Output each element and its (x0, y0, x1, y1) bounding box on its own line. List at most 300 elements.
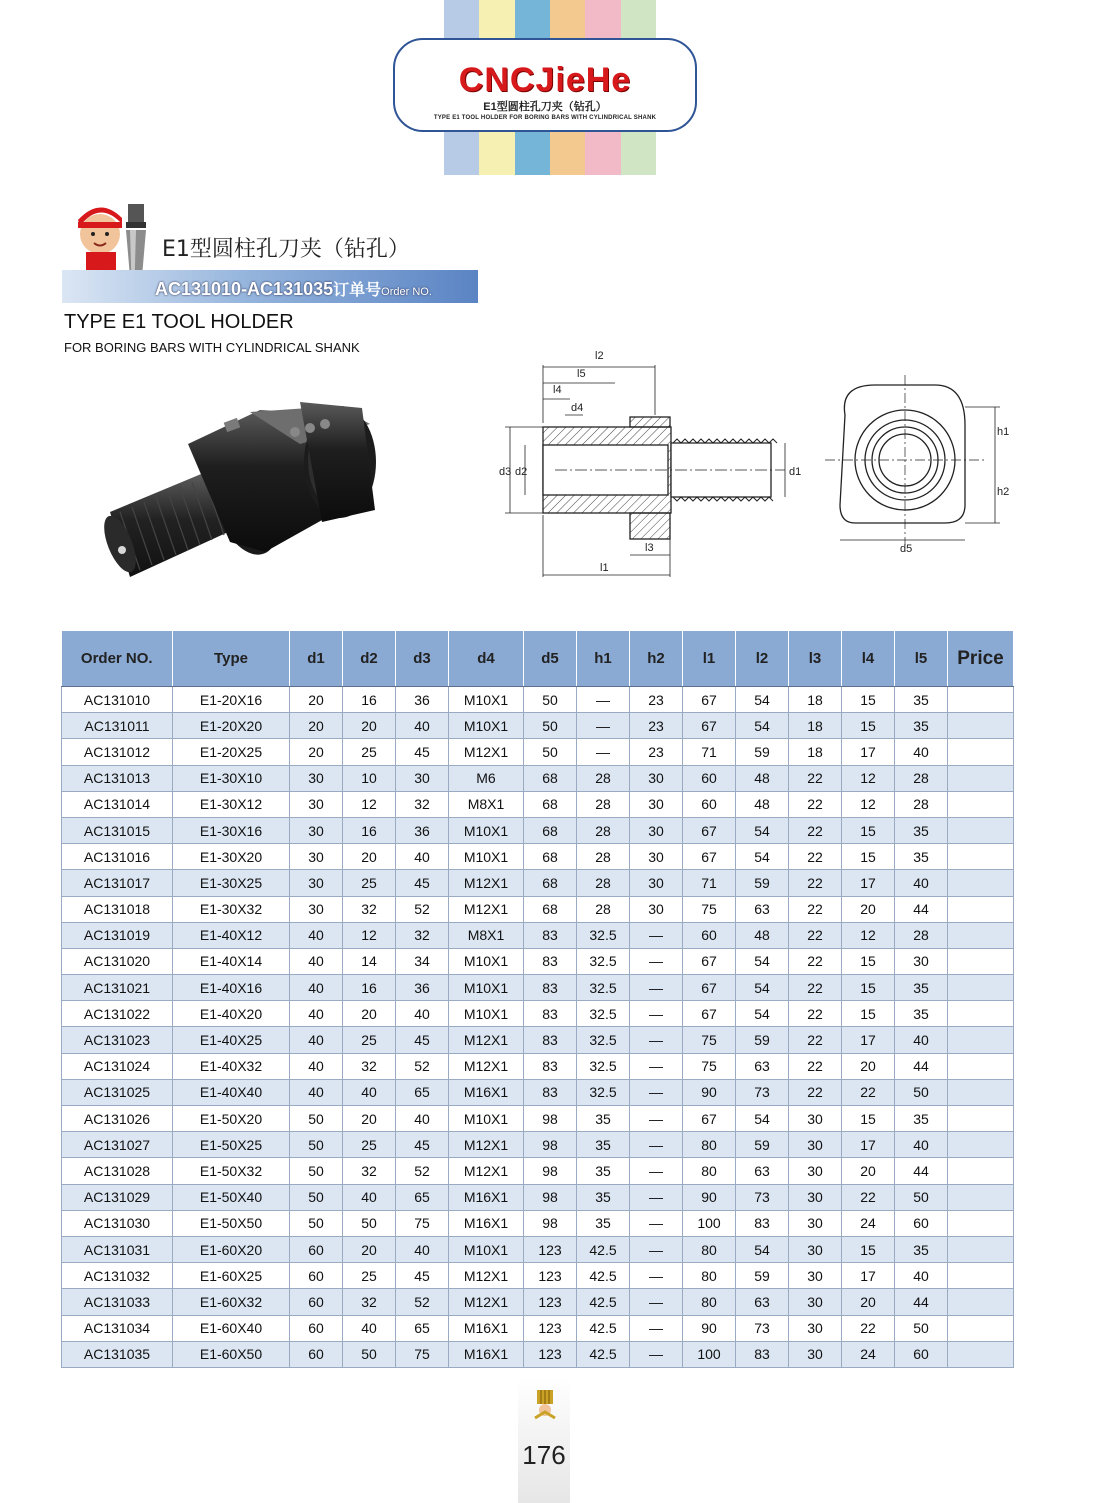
table-cell: 16 (343, 817, 396, 843)
table-cell: 32 (343, 1289, 396, 1315)
table-cell: AC131015 (62, 817, 173, 843)
table-cell: 67 (683, 975, 736, 1001)
table-cell: 50 (524, 713, 577, 739)
table-cell: M8X1 (449, 922, 524, 948)
table-cell: M10X1 (449, 1001, 524, 1027)
table-cell: 22 (789, 817, 842, 843)
table-cell: 100 (683, 1210, 736, 1236)
table-cell: 83 (524, 948, 577, 974)
table-cell (948, 1106, 1014, 1132)
table-cell: 48 (736, 765, 789, 791)
table-cell: 35 (895, 1001, 948, 1027)
table-cell: 40 (290, 1079, 343, 1105)
table-cell: 30 (789, 1158, 842, 1184)
table-cell: 50 (895, 1184, 948, 1210)
column-header: l2 (736, 631, 789, 687)
table-cell (948, 1315, 1014, 1341)
tool-holder-photo (100, 392, 390, 592)
table-cell: 28 (577, 844, 630, 870)
table-cell (948, 713, 1014, 739)
table-cell: 30 (789, 1132, 842, 1158)
table-cell: 45 (396, 1263, 449, 1289)
table-cell: — (630, 1210, 683, 1236)
table-cell: 98 (524, 1106, 577, 1132)
table-cell: 83 (524, 1053, 577, 1079)
table-cell: — (630, 1263, 683, 1289)
table-cell: — (630, 922, 683, 948)
order-suffix-en: Order NO. (381, 286, 432, 298)
table-cell: 16 (343, 975, 396, 1001)
table-cell: 40 (895, 870, 948, 896)
table-cell: 54 (736, 713, 789, 739)
table-cell: 54 (736, 1001, 789, 1027)
table-cell: M10X1 (449, 1106, 524, 1132)
table-cell: E1-40X20 (173, 1001, 290, 1027)
table-cell: 35 (895, 817, 948, 843)
table-cell: 67 (683, 844, 736, 870)
table-cell: 40 (343, 1079, 396, 1105)
table-cell: 54 (736, 975, 789, 1001)
table-cell: 28 (577, 896, 630, 922)
table-cell: AC131021 (62, 975, 173, 1001)
table-cell: E1-30X10 (173, 765, 290, 791)
table-cell: 32 (396, 791, 449, 817)
table-cell: 40 (396, 844, 449, 870)
table-cell: 20 (842, 1158, 895, 1184)
label-h2: h2 (997, 486, 1010, 498)
table-cell: AC131020 (62, 948, 173, 974)
table-cell: 60 (290, 1341, 343, 1367)
table-cell: 35 (577, 1184, 630, 1210)
table-cell: AC131023 (62, 1027, 173, 1053)
table-cell: 22 (789, 896, 842, 922)
table-cell: — (630, 1053, 683, 1079)
table-row (62, 1079, 1014, 1105)
table-cell (948, 739, 1014, 765)
table-cell: 30 (630, 844, 683, 870)
table-cell: 17 (842, 1027, 895, 1053)
table-cell (948, 1341, 1014, 1367)
table-cell: 40 (290, 948, 343, 974)
table-cell: 83 (524, 1027, 577, 1053)
table-cell: E1-60X32 (173, 1289, 290, 1315)
table-cell: — (577, 739, 630, 765)
table-cell: 35 (895, 1236, 948, 1262)
table-cell: 67 (683, 817, 736, 843)
table-cell: 50 (343, 1210, 396, 1236)
table-cell: E1-50X32 (173, 1158, 290, 1184)
table-cell: — (630, 1001, 683, 1027)
table-cell: 50 (895, 1079, 948, 1105)
table-cell: 59 (736, 1263, 789, 1289)
table-cell: 123 (524, 1341, 577, 1367)
table-cell: — (630, 1315, 683, 1341)
table-cell: 22 (842, 1184, 895, 1210)
table-cell: 20 (343, 713, 396, 739)
table-cell: 22 (842, 1315, 895, 1341)
table-cell: 25 (343, 1132, 396, 1158)
table-cell: 30 (290, 791, 343, 817)
table-cell: 35 (577, 1210, 630, 1236)
table-cell: 83 (524, 975, 577, 1001)
table-cell: 80 (683, 1263, 736, 1289)
table-cell: 15 (842, 844, 895, 870)
table-cell: 30 (630, 870, 683, 896)
table-cell: AC131026 (62, 1106, 173, 1132)
column-header: l3 (789, 631, 842, 687)
table-row (62, 870, 1014, 896)
table-cell: 22 (789, 1053, 842, 1079)
table-cell: 15 (842, 817, 895, 843)
table-cell: 67 (683, 1106, 736, 1132)
table-cell: M16X1 (449, 1315, 524, 1341)
table-row (62, 896, 1014, 922)
label-d1: d1 (789, 466, 802, 478)
table-row (62, 1106, 1014, 1132)
table-row (62, 1263, 1014, 1289)
table-cell: M16X1 (449, 1341, 524, 1367)
table-cell: 22 (789, 1027, 842, 1053)
table-cell: AC131022 (62, 1001, 173, 1027)
column-header: h1 (577, 631, 630, 687)
table-cell: 40 (895, 739, 948, 765)
column-header: d5 (524, 631, 577, 687)
table-cell: 36 (396, 975, 449, 1001)
label-d5: d5 (900, 543, 913, 555)
table-cell: 40 (290, 922, 343, 948)
table-cell: 25 (343, 870, 396, 896)
table-cell: — (577, 687, 630, 713)
table-cell (948, 948, 1014, 974)
table-cell: 22 (789, 1001, 842, 1027)
table-cell: 40 (290, 1001, 343, 1027)
table-cell: 32.5 (577, 948, 630, 974)
table-cell: 59 (736, 1132, 789, 1158)
table-cell: AC131035 (62, 1341, 173, 1367)
table-cell: 40 (343, 1315, 396, 1341)
table-cell: 54 (736, 948, 789, 974)
table-cell (948, 791, 1014, 817)
table-cell: 44 (895, 1053, 948, 1079)
table-cell (948, 922, 1014, 948)
table-cell: 59 (736, 1027, 789, 1053)
table-cell: 63 (736, 1053, 789, 1079)
table-cell: 24 (842, 1210, 895, 1236)
table-cell: 30 (789, 1341, 842, 1367)
table-cell: — (630, 1341, 683, 1367)
table-cell: 60 (895, 1341, 948, 1367)
table-cell: 28 (577, 765, 630, 791)
column-header: l1 (683, 631, 736, 687)
table-cell: — (630, 975, 683, 1001)
table-cell: E1-50X40 (173, 1184, 290, 1210)
table-cell: 12 (343, 791, 396, 817)
table-cell: E1-40X14 (173, 948, 290, 974)
table-cell: 17 (842, 1263, 895, 1289)
table-cell: M16X1 (449, 1184, 524, 1210)
table-cell (948, 1001, 1014, 1027)
table-cell: — (630, 1158, 683, 1184)
table-cell: 35 (895, 713, 948, 739)
label-d4: d4 (571, 402, 584, 414)
label-l5: l5 (577, 368, 586, 380)
table-cell: 98 (524, 1210, 577, 1236)
table-cell: 17 (842, 870, 895, 896)
label-l1: l1 (600, 562, 609, 574)
table-cell: 54 (736, 1106, 789, 1132)
table-cell: 65 (396, 1079, 449, 1105)
table-cell: 73 (736, 1079, 789, 1105)
table-row (62, 765, 1014, 791)
table-cell: 15 (842, 975, 895, 1001)
table-cell: E1-60X20 (173, 1236, 290, 1262)
table-cell: 80 (683, 1158, 736, 1184)
table-cell: 65 (396, 1184, 449, 1210)
table-cell: 22 (789, 870, 842, 896)
column-header: d1 (290, 631, 343, 687)
table-cell: E1-40X16 (173, 975, 290, 1001)
table-cell: M16X1 (449, 1079, 524, 1105)
table-cell: AC131032 (62, 1263, 173, 1289)
table-cell: — (630, 1184, 683, 1210)
table-cell: 35 (577, 1132, 630, 1158)
table-cell: 35 (577, 1106, 630, 1132)
table-cell: 22 (789, 948, 842, 974)
table-cell: 32.5 (577, 1053, 630, 1079)
spec-table (61, 631, 1014, 1368)
table-cell (948, 1132, 1014, 1158)
table-row (62, 817, 1014, 843)
table-cell: 15 (842, 948, 895, 974)
table-cell: 36 (396, 687, 449, 713)
table-row (62, 1158, 1014, 1184)
table-cell: AC131030 (62, 1210, 173, 1236)
table-cell: 22 (842, 1079, 895, 1105)
table-cell: 30 (789, 1315, 842, 1341)
column-header: Order NO. (62, 631, 173, 687)
table-cell: 35 (577, 1158, 630, 1184)
table-cell: 68 (524, 870, 577, 896)
table-cell: 20 (290, 713, 343, 739)
table-cell: 30 (630, 896, 683, 922)
table-cell: 67 (683, 1001, 736, 1027)
table-cell: 34 (396, 948, 449, 974)
table-cell: 50 (290, 1158, 343, 1184)
table-cell: M10X1 (449, 687, 524, 713)
label-h1: h1 (997, 426, 1010, 438)
table-cell: 50 (343, 1341, 396, 1367)
table-cell: 98 (524, 1158, 577, 1184)
table-cell: 42.5 (577, 1289, 630, 1315)
table-cell: AC131025 (62, 1079, 173, 1105)
mascot-footer-icon (531, 1388, 559, 1420)
table-row (62, 687, 1014, 713)
table-cell: 12 (842, 765, 895, 791)
table-cell (948, 1184, 1014, 1210)
table-cell: AC131027 (62, 1132, 173, 1158)
table-cell: 68 (524, 817, 577, 843)
table-cell: 52 (396, 1053, 449, 1079)
table-cell: 123 (524, 1315, 577, 1341)
table-cell: 30 (290, 765, 343, 791)
table-cell: M16X1 (449, 1210, 524, 1236)
table-cell: 25 (343, 739, 396, 765)
table-cell: 75 (683, 1053, 736, 1079)
table-cell: 12 (842, 791, 895, 817)
table-row (62, 1027, 1014, 1053)
table-cell: 22 (789, 1079, 842, 1105)
table-cell: — (630, 1132, 683, 1158)
table-cell (948, 1236, 1014, 1262)
table-cell: 30 (789, 1184, 842, 1210)
table-cell: 40 (343, 1184, 396, 1210)
table-cell: M10X1 (449, 817, 524, 843)
table-cell: 71 (683, 870, 736, 896)
table-cell: E1-30X25 (173, 870, 290, 896)
column-header: d2 (343, 631, 396, 687)
table-cell: 60 (683, 922, 736, 948)
label-d3: d3 (499, 466, 512, 478)
table-cell: 83 (524, 1001, 577, 1027)
table-cell: 54 (736, 844, 789, 870)
table-cell: 100 (683, 1341, 736, 1367)
table-cell: E1-60X25 (173, 1263, 290, 1289)
table-cell: 30 (630, 765, 683, 791)
table-cell: 50 (895, 1315, 948, 1341)
table-cell (948, 1158, 1014, 1184)
table-cell: 15 (842, 1001, 895, 1027)
table-cell: 59 (736, 870, 789, 896)
table-cell: 60 (290, 1315, 343, 1341)
table-cell: AC131011 (62, 713, 173, 739)
table-cell: 30 (789, 1263, 842, 1289)
table-cell: 90 (683, 1079, 736, 1105)
table-cell: 73 (736, 1184, 789, 1210)
table-cell: 30 (290, 844, 343, 870)
table-cell: 15 (842, 687, 895, 713)
table-row (62, 1315, 1014, 1341)
table-body (62, 687, 1014, 1368)
table-cell: 80 (683, 1236, 736, 1262)
table-cell: 20 (343, 1236, 396, 1262)
table-cell: 30 (396, 765, 449, 791)
table-cell: M10X1 (449, 975, 524, 1001)
table-cell: 44 (895, 1158, 948, 1184)
table-cell: 30 (630, 817, 683, 843)
table-cell: 28 (577, 870, 630, 896)
table-cell: 75 (396, 1210, 449, 1236)
column-header: l5 (895, 631, 948, 687)
table-cell: 15 (842, 713, 895, 739)
table-cell: 60 (683, 791, 736, 817)
table-cell: 83 (736, 1210, 789, 1236)
column-header: h2 (630, 631, 683, 687)
table-cell: 40 (396, 1236, 449, 1262)
table-cell: 42.5 (577, 1341, 630, 1367)
table-cell: M12X1 (449, 1132, 524, 1158)
table-cell: E1-50X20 (173, 1106, 290, 1132)
table-cell: M10X1 (449, 844, 524, 870)
table-row (62, 739, 1014, 765)
table-row (62, 948, 1014, 974)
table-cell: 48 (736, 922, 789, 948)
table-cell: 35 (895, 975, 948, 1001)
table-cell (948, 1210, 1014, 1236)
table-cell: E1-50X50 (173, 1210, 290, 1236)
table-cell: 42.5 (577, 1263, 630, 1289)
table-cell: M12X1 (449, 1053, 524, 1079)
table-cell: 15 (842, 1106, 895, 1132)
table-cell: 65 (396, 1315, 449, 1341)
table-cell (948, 1079, 1014, 1105)
table-cell: 45 (396, 1027, 449, 1053)
table-cell: 30 (789, 1210, 842, 1236)
table-cell: 22 (789, 765, 842, 791)
table-cell: AC131014 (62, 791, 173, 817)
label-l3: l3 (645, 542, 654, 554)
table-cell: 17 (842, 739, 895, 765)
table-cell: 42.5 (577, 1315, 630, 1341)
table-cell: 67 (683, 713, 736, 739)
table-cell: 28 (577, 791, 630, 817)
table-cell: M12X1 (449, 1289, 524, 1315)
table-cell: 16 (343, 687, 396, 713)
table-cell: 60 (683, 765, 736, 791)
table-cell: 83 (524, 1079, 577, 1105)
table-cell (948, 1263, 1014, 1289)
table-cell: E1-30X20 (173, 844, 290, 870)
table-cell: M12X1 (449, 1158, 524, 1184)
table-cell: AC131034 (62, 1315, 173, 1341)
table-cell: 32 (343, 896, 396, 922)
table-cell: 80 (683, 1132, 736, 1158)
table-cell: 30 (290, 817, 343, 843)
column-header: Type (173, 631, 290, 687)
table-cell: E1-40X12 (173, 922, 290, 948)
table-cell: M12X1 (449, 896, 524, 922)
table-cell: E1-40X32 (173, 1053, 290, 1079)
label-l4: l4 (553, 384, 562, 396)
table-cell: 59 (736, 739, 789, 765)
table-cell: 75 (683, 896, 736, 922)
table-cell: 60 (895, 1210, 948, 1236)
section-title-cn: E1型圆柱孔刀夹（钻孔） (162, 237, 410, 262)
table-cell: 123 (524, 1289, 577, 1315)
table-cell: AC131018 (62, 896, 173, 922)
type-subtitle: FOR BORING BARS WITH CYLINDRICAL SHANK (64, 340, 360, 355)
table-cell: 20 (343, 1106, 396, 1132)
table-cell: 32.5 (577, 975, 630, 1001)
table-cell: 14 (343, 948, 396, 974)
table-cell: 28 (895, 791, 948, 817)
table-cell: M6 (449, 765, 524, 791)
table-cell (948, 1027, 1014, 1053)
table-cell: M12X1 (449, 1027, 524, 1053)
label-l2: l2 (595, 350, 604, 362)
table-cell: 52 (396, 1289, 449, 1315)
table-cell: 45 (396, 1132, 449, 1158)
table-cell: 75 (683, 1027, 736, 1053)
table-cell: 30 (290, 896, 343, 922)
table-cell: 60 (290, 1289, 343, 1315)
table-row (62, 1289, 1014, 1315)
table-cell: 63 (736, 896, 789, 922)
table-cell: E1-30X16 (173, 817, 290, 843)
table-cell: 123 (524, 1236, 577, 1262)
table-row (62, 975, 1014, 1001)
table-cell: 44 (895, 896, 948, 922)
table-cell: E1-40X25 (173, 1027, 290, 1053)
